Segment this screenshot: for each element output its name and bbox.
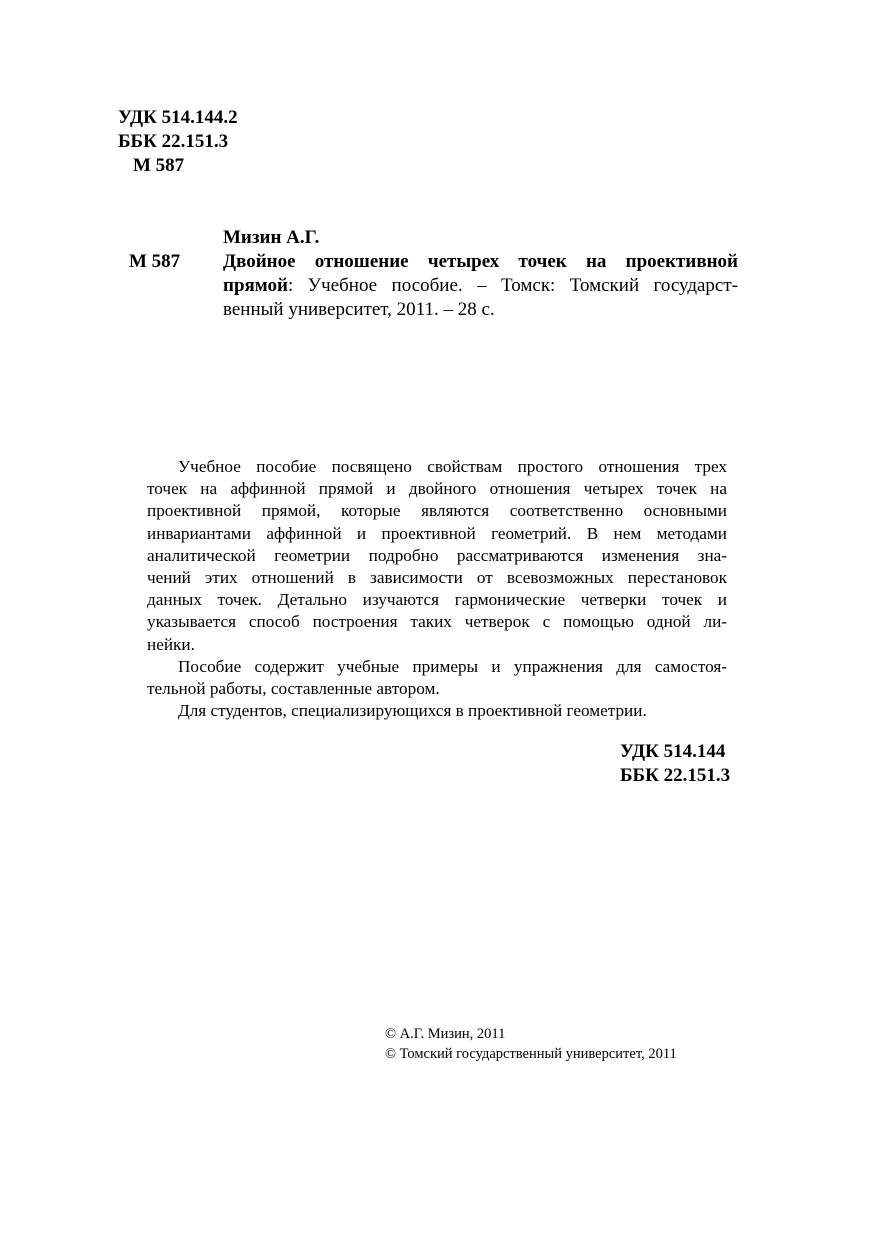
book-title-line1: Двойное отношение четырех точек на проективной — [223, 251, 738, 272]
abstract-line: Учебное пособие посвящено свойствам простого отношения трех — [178, 457, 727, 476]
abstract-line: Пособие содержит учебные примеры и упражнения для самостоя- — [178, 656, 727, 676]
abstract-line: точек на аффинной прямой и двойного отношения четырех точек на — [147, 479, 727, 499]
author-mark: М 587 — [133, 155, 185, 176]
abstract — [147, 456, 727, 722]
bibliographic-record — [223, 226, 738, 322]
abstract-audience: Для студентов, специализирующихся в проективной геометрии. — [178, 701, 647, 721]
abstract-line: данных точек. Детально изучаются гармонические четверки точек и — [147, 590, 727, 610]
udk-code: УДК 514.144 — [620, 741, 726, 762]
classification-block-bottom — [620, 740, 730, 788]
author-name: Мизин А.Г. — [223, 227, 320, 248]
abstract-line: указывается способ построения таких четверок с помощью одной ли- — [147, 612, 727, 632]
publication-info: : Учебное пособие. – Томск: Томский государст- — [287, 275, 738, 296]
publication-info-end: венный университет, 2011. – 28 с. — [223, 299, 495, 320]
bibliographic-author-mark: М 587 — [129, 251, 181, 272]
book-title-end: прямой — [223, 275, 288, 296]
abstract-line: тельной работы, составленные автором. — [147, 679, 440, 699]
abstract-line: чений этих отношений в зависимости от всевозможных перестановок — [147, 568, 727, 588]
book-title-line2 — [223, 274, 738, 298]
bbk-code: ББК 22.151.3 — [118, 131, 229, 152]
copyright-block — [385, 1024, 677, 1064]
copyright-author: © А.Г. Мизин, 2011 — [385, 1026, 506, 1042]
bbk-code: ББК 22.151.3 — [620, 765, 731, 786]
abstract-line: проективной прямой, которые являются соответственно основными — [147, 501, 727, 521]
abstract-line: нейки. — [147, 634, 195, 654]
abstract-line: аналитической геометрии подробно рассматриваются изменения зна- — [147, 545, 727, 565]
udk-code: УДК 514.144.2 — [118, 107, 238, 128]
abstract-line: инвариантами аффинной и проективной геометрий. В нем методами — [147, 523, 727, 543]
copyright-university: © Томский государственный университет, 2011 — [385, 1046, 677, 1062]
classification-block-top — [118, 106, 238, 178]
